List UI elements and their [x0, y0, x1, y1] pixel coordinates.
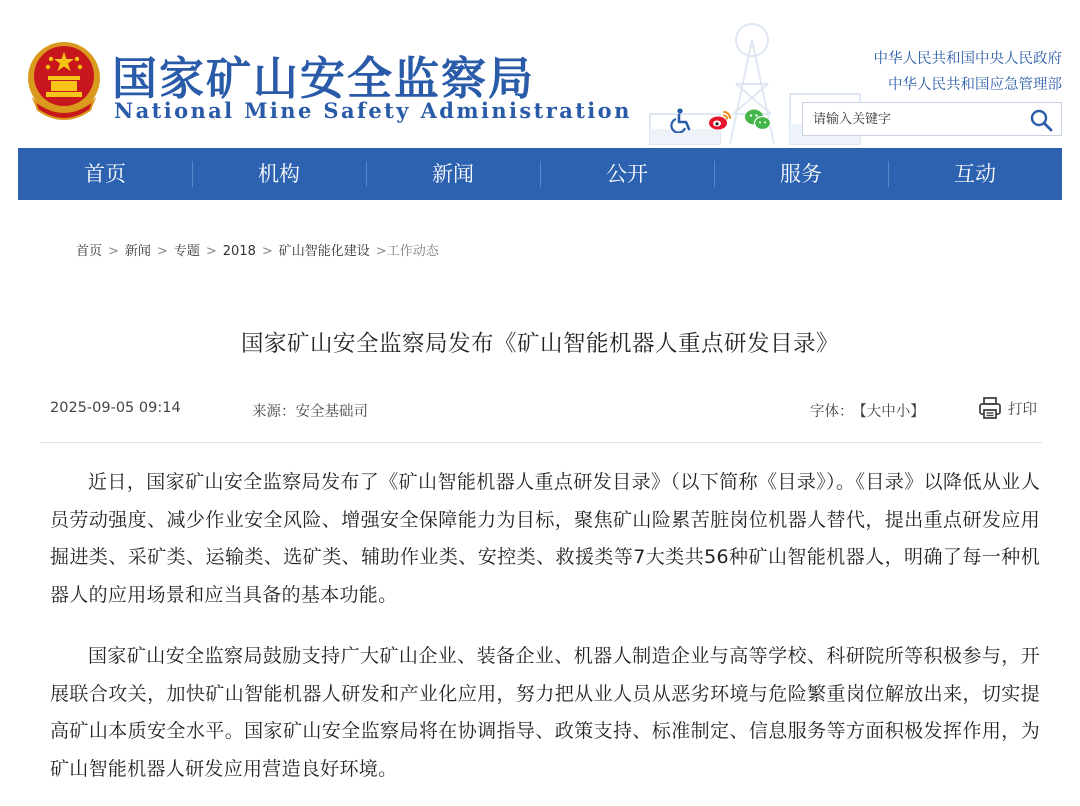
breadcrumb-current[interactable]: 工作动态	[386, 244, 439, 259]
search-icon[interactable]	[1027, 106, 1055, 134]
wechat-icon[interactable]	[744, 106, 772, 134]
breadcrumb-separator: >	[156, 244, 168, 259]
font-size-control	[810, 400, 925, 421]
header-icon-bar	[668, 106, 772, 134]
print-button[interactable]	[978, 396, 1037, 420]
font-size-label: 字体：	[810, 404, 854, 420]
breadcrumb-separator: >	[375, 244, 387, 259]
article-paragraph: 近日，国家矿山安全监察局发布了《矿山智能机器人重点研发目录》（以下简称《目录》）。《目录》以降低从业人员劳动强度、减少作业安全风险、增强安全保障能力为目标，聚焦矿山险累苦脏岗位机器人替代，提出重点研发应用掘进类、采矿类、运输类、选矿类、辅助作业类、安控类、救援类等7大类共56种矿山智能机器人，明确了每一种机器人的应用场景和应当具备的基本功能。	[50, 471, 1040, 607]
link-emergency-ministry[interactable]: 中华人民共和国应急管理部	[888, 77, 1062, 93]
article-source: 来源：安全基础司	[252, 404, 368, 420]
site-title-english[interactable]: National Mine Safety Administration	[114, 98, 632, 123]
printer-icon	[978, 396, 1002, 420]
nav-public[interactable]: 公开	[540, 148, 714, 200]
article-paragraph: 国家矿山安全监察局鼓励支持广大矿山企业、装备企业、机器人制造企业与高等学校、科研院所等积极参与，开展联合攻关，加快矿山智能机器人研发和产业化应用，努力把从业人员从恶劣环境与危险繁重岗位解放出来，切实提高矿山本质安全水平。国家矿山安全监察局将在协调指导、政策支持、标准制定、信息服务等方面积极发挥作用，为矿山智能机器人研发应用营造良好环境。	[50, 644, 1040, 780]
font-size-large[interactable]: 大	[866, 404, 882, 420]
site-title[interactable]: 国家矿山安全监察局	[112, 52, 536, 105]
breadcrumb-separator: >	[108, 244, 119, 259]
nav-organization[interactable]: 机构	[192, 148, 366, 200]
search-box	[802, 102, 1062, 136]
nav-home[interactable]: 首页	[84, 162, 126, 186]
breadcrumb-topics[interactable]: 专题	[173, 244, 200, 259]
article-body	[50, 464, 1040, 806]
government-links	[874, 46, 1063, 98]
accessibility-icon[interactable]	[668, 106, 696, 134]
font-size-medium[interactable]: 中	[881, 404, 896, 420]
font-bracket-open: 【	[859, 404, 867, 420]
link-central-government[interactable]: 中华人民共和国中央人民政府	[873, 51, 1062, 67]
breadcrumb-home[interactable]: 首页	[76, 244, 103, 259]
breadcrumb-separator: >	[261, 244, 273, 259]
search-input[interactable]	[803, 103, 1019, 135]
font-bracket-close: 】	[910, 404, 925, 420]
nav-news[interactable]: 新闻	[366, 148, 540, 200]
national-emblem-icon	[24, 40, 104, 124]
breadcrumb-2018[interactable]: 2018	[222, 244, 256, 259]
site-header	[0, 0, 1080, 148]
breadcrumb	[76, 240, 439, 259]
breadcrumb-news[interactable]: 新闻	[124, 244, 151, 259]
main-nav	[18, 148, 1062, 200]
meta-divider	[40, 442, 1042, 443]
font-size-small[interactable]: 小	[895, 404, 911, 420]
nav-service[interactable]: 服务	[714, 148, 888, 200]
article-meta	[50, 400, 1042, 422]
nav-interaction[interactable]: 互动	[888, 148, 1062, 200]
print-label: 打印	[1008, 401, 1037, 418]
publish-date: 2025-09-05 09:14	[50, 400, 181, 416]
weibo-icon[interactable]	[706, 106, 734, 134]
breadcrumb-mine-intelligence[interactable]: 矿山智能化建设	[278, 244, 370, 259]
breadcrumb-separator: >	[205, 244, 217, 259]
article-title: 国家矿山安全监察局发布《矿山智能机器人重点研发目录》	[240, 331, 839, 357]
